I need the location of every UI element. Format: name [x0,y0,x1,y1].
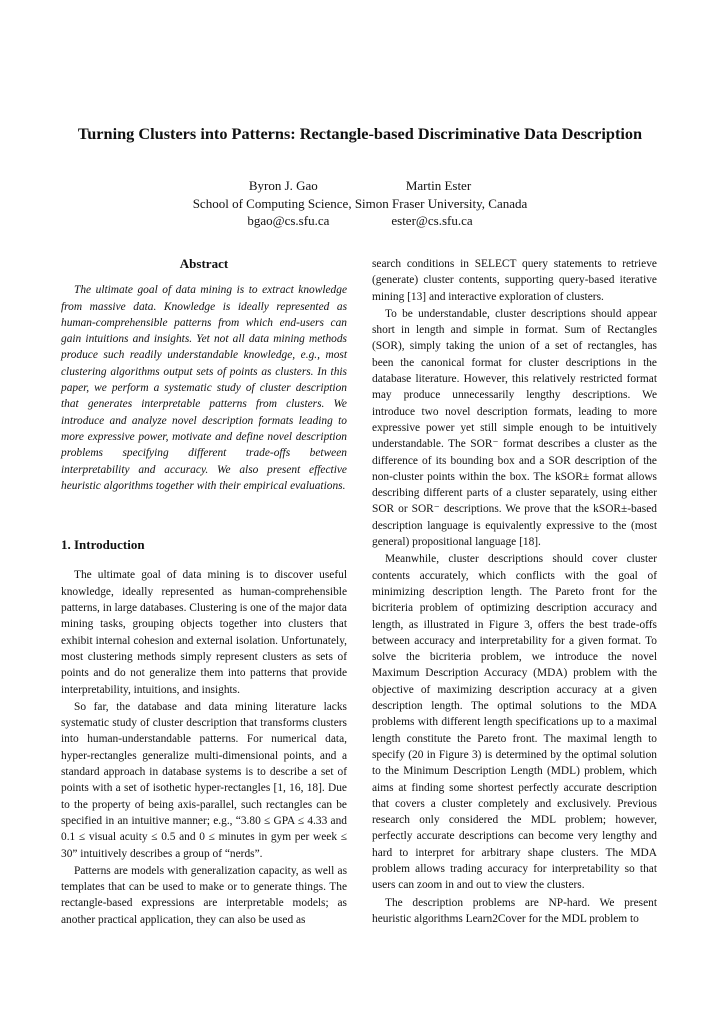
author-email: bgao@cs.sfu.ca [247,213,330,228]
paragraph: The description problems are NP-hard. We present heuristic algorithms Learn2Cover for the MDL problem to [372,896,657,925]
author-emails [0,212,720,230]
author-names [0,177,720,195]
section-heading: 1. Introduction [61,537,145,553]
paragraph: To be understandable, cluster descriptions should appear short in length and simple in format. Sum of Rectangles (SOR), simply taking the union of a set of rectangles, has been the canonical format for cluster descriptions in the database literature. However, this relatively restricted format may produce unnecessarily lengthy descriptions. We introduce two novel description formats, leading to more expressive power yet still simple enough to be intuitively understandable. The SOR⁻ format describes a cluster as the difference of its bounding box and a SOR description of the non-cluster points within the box. The kSOR± format allows describing different parts of a cluster separately, using either SOR or SOR⁻ descriptions. We prove that the kSOR±-based description language is equivalently expressive to the (most general) propositional language [18]. [372,307,657,549]
paragraph: The ultimate goal of data mining is to discover useful knowledge, ideally represented as human-comprehensible patterns, in large databases. Clustering is one of the major data mining tasks, grouping objects together into clusters that exhibit internal cohesion and external isolation. Unfortunately, most clustering methods simply represent clusters as sets of points and do not generalize them into patterns that provide interpretability, intuitions, and insights. [61,569,347,696]
author-block [0,177,720,230]
paragraph: So far, the database and data mining literature lacks systematic study of cluster description that transforms clusters into human-understandable patterns. For numerical data, hyper-rectangles generalize multi-dimensional points, and a standard approach in database systems is to describe a set of points with a set of isothetic hyper-rectangles [1, 16, 18]. Due to the property of being axis-parallel, such rectangles can be specified in an intuitive manner; e.g., “3.80 ≤ GPA ≤ 4.33 and 0.1 ≤ visual acuity ≤ 0.5 and 0 ≤ minutes in gym per week ≤ 30” intuitively describes a group of “nerds”. [61,700,347,860]
paragraph: search conditions in SELECT query statements to retrieve (generate) cluster contents, supporting query-based iterative mining [13] and interactive exploration of clusters. [372,258,657,303]
paragraph: Patterns are models with generalization capacity, as well as templates that can be used to make or to generate things. The rectangle-based expressions are interpretable models; as another practical application, they can also be used as [61,864,347,926]
paragraph: Meanwhile, cluster descriptions should cover cluster contents accurately, which conflicts with the goal of minimizing description length. The Pareto front for the bicriteria problem of optimizing description accuracy and length, as illustrated in Figure 3, offers the best trade-offs between accuracy and interpretability for a given format. To solve the bicriteria problem, we introduce the novel Maximum Description Accuracy (MDA) problem with the objective of maximizing description accuracy at a given description length. The optimal solutions to the MDA problems with different length specifications up to a maximal length constitute the Pareto front. The maximal length to specify (20 in Figure 3) is determined by the optimal solution to the Minimum Description Length (MDL) problem, which aims at finding some shortest perfectly accurate description that covers a cluster completely and exclusively. Previous research only considered the MDL problem; however, perfectly accurate descriptions can become very lengthy and hard to interpret for arbitrary shape clusters. The MDA problem allows trading accuracy for interpretability so that users can zoom in and out to view the clusters. [372,553,657,892]
author-name: Byron J. Gao [248,178,318,193]
affiliation: School of Computing Science, Simon Fraser University, Canada [192,195,528,211]
right-column [372,256,657,927]
left-column [61,256,347,928]
abstract-heading: Abstract [179,256,229,271]
abstract-text: The ultimate goal of data mining is to extract knowledge from massive data. Knowledge is ideally represented as human-comprehensible patterns from which end-users can gain intuitions and insights. Yet not all data mining methods produce such readily understandable knowledge, e.g., most clustering algorithms output sets of points as clusters. In this paper, we perform a systematic study of cluster description that generates interpretable patterns from clusters. We introduce and analyze novel description formats leading to more expressive power, motivate and define novel description problems specifying different trade-offs between interpretability and accuracy. We also present effective heuristic algorithms together with their empirical evaluations. [61,284,347,492]
author-email: ester@cs.sfu.ca [391,213,473,228]
author-name: Martin Ester [405,178,472,193]
paper-title: Turning Clusters into Patterns: Rectangle-based Discriminative Data Description [77,124,643,143]
